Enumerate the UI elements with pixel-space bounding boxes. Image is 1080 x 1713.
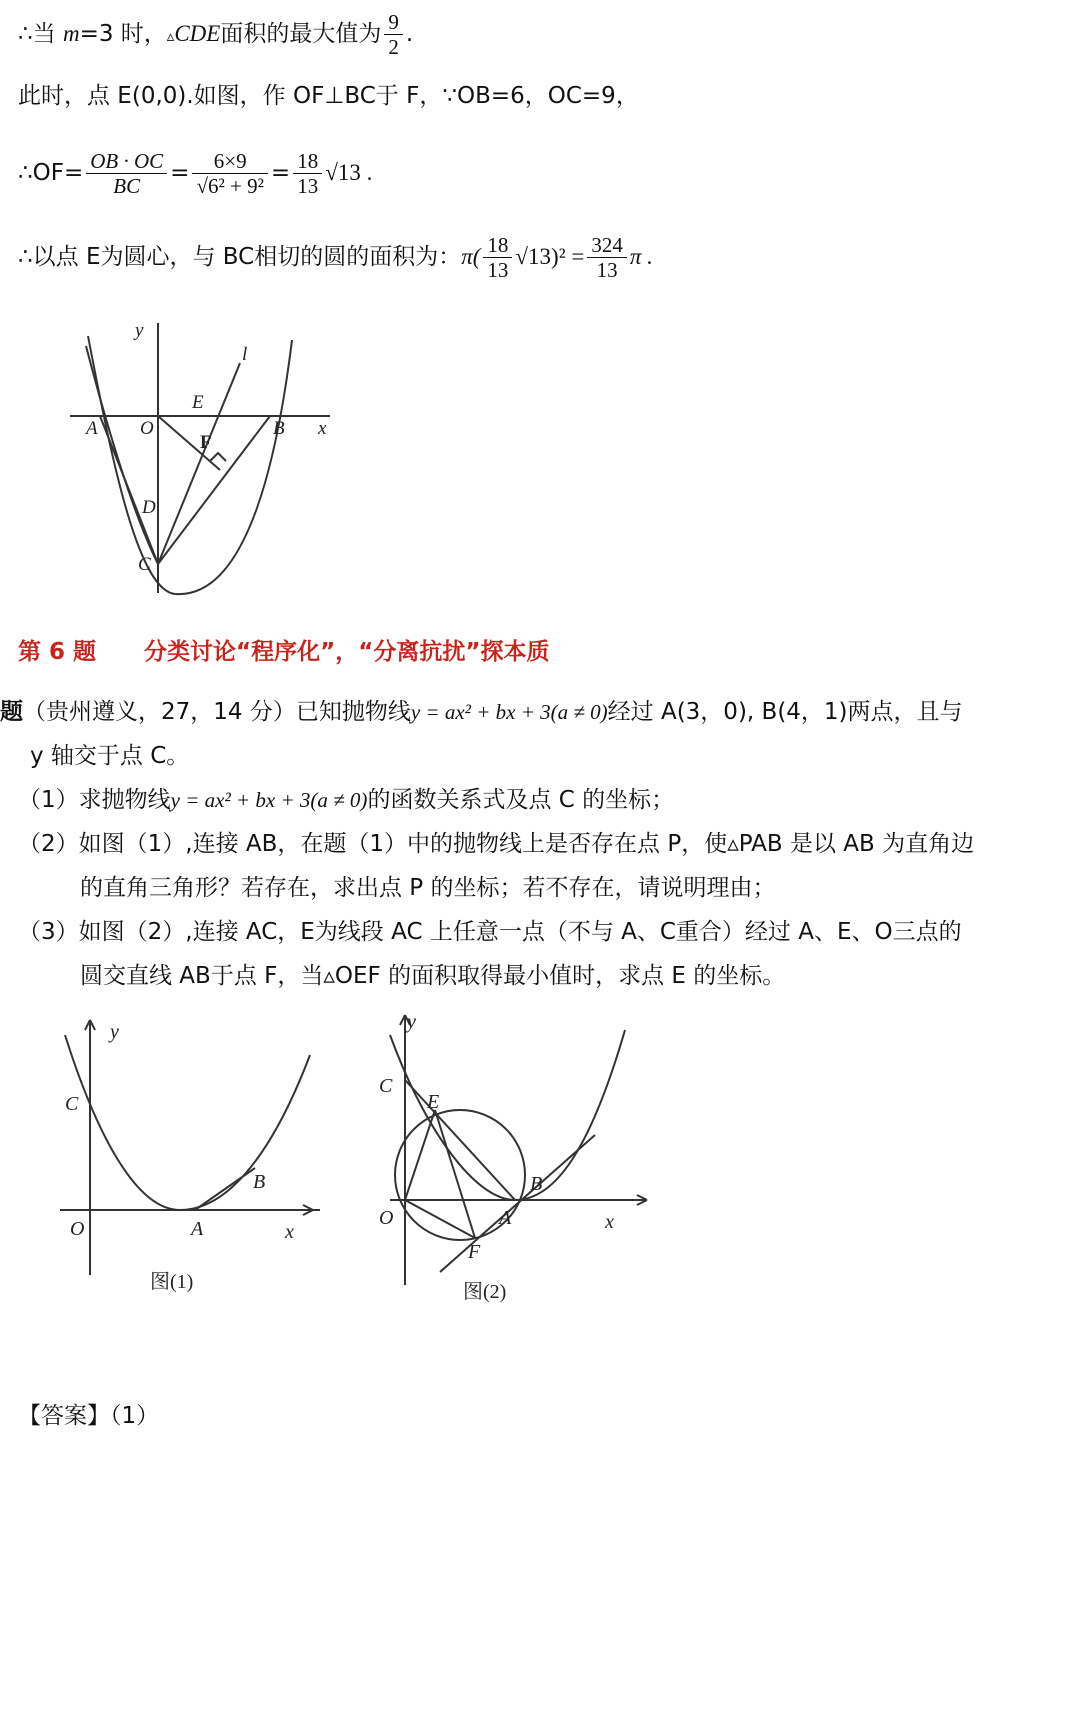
- question-1: [18, 782, 674, 818]
- point-e-text: 此时，点 E(0,0).如图，作 OF⊥BC于 F，∵OB=6，OC=9，: [18, 83, 639, 109]
- label-c: C: [138, 554, 151, 575]
- fraction-numerator: 18: [293, 149, 322, 174]
- equals-sign: =: [170, 160, 190, 186]
- answer-label: 【答案】（1）: [18, 1403, 160, 1429]
- label-f: F: [468, 1241, 481, 1263]
- segment-cb: [158, 416, 270, 564]
- problem-tag: 题: [0, 699, 23, 725]
- fraction-denominator: √6² + 9²: [196, 174, 264, 198]
- fraction-numerator: 9: [384, 10, 403, 35]
- fraction-nine-halves: [384, 10, 403, 59]
- line-max-area: [18, 8, 413, 60]
- line-of-length: [18, 142, 372, 204]
- fraction-324-thirteenths: [587, 233, 627, 282]
- caption-figure-2: 图(2): [463, 1281, 507, 1303]
- figure-top-svg: [60, 318, 350, 600]
- segment-ab: [195, 1168, 255, 1210]
- label-f: F: [200, 432, 212, 453]
- q2-text-2: 的直角三角形？若存在，求出点 P 的坐标；若不存在，请说明理由；: [80, 875, 776, 901]
- max-area-text: 面积的最大值为: [220, 21, 382, 47]
- label-c: C: [379, 1075, 393, 1097]
- q3-text-2: 圆交直线 AB于点 F，当▵OEF 的面积取得最小值时，求点 E 的坐标。: [80, 963, 786, 989]
- q1-text-b: 的函数关系式及点 C 的坐标；: [367, 787, 675, 813]
- label-b: B: [530, 1173, 543, 1195]
- fraction-denominator: 2: [388, 35, 399, 59]
- fraction-denominator: 13: [297, 174, 319, 198]
- answer-line: [18, 1398, 159, 1434]
- label-b: B: [273, 418, 285, 439]
- sqrt-squared: √13)² =: [515, 244, 585, 269]
- label-c: C: [65, 1093, 79, 1115]
- parabola-curve: [65, 1035, 310, 1210]
- line-point-e: [18, 78, 639, 114]
- label-e: E: [427, 1091, 440, 1113]
- question-3-line-1: [18, 914, 962, 950]
- q1-formula: y = ax² + bx + 3(a ≠ 0): [170, 788, 368, 812]
- triangle-symbol: ▵: [166, 27, 175, 45]
- figure-2-svg: [379, 1000, 665, 1320]
- fraction-denominator: 13: [487, 258, 509, 282]
- label-o: O: [379, 1207, 394, 1229]
- sqrt-thirteen: √13 .: [325, 160, 373, 185]
- circle-area-text: ∴以点 E为圆心，与 BC相切的圆的面积为：: [18, 244, 462, 270]
- section-number: 第 6 题: [18, 639, 97, 665]
- label-y: y: [110, 1021, 119, 1043]
- label-e: E: [192, 392, 204, 413]
- label-a: A: [499, 1207, 512, 1229]
- problem-text-c: y 轴交于点 C。: [30, 743, 190, 769]
- label-y: y: [135, 320, 144, 341]
- pi-end: π .: [629, 244, 653, 269]
- label-y: y: [407, 1011, 416, 1033]
- label-a: A: [86, 418, 98, 439]
- label-d: D: [142, 497, 156, 518]
- problem-text-b: 经过 A(3，0), B(4，1)两点，且与: [607, 699, 963, 725]
- question-3-line-2: [80, 958, 785, 994]
- of-prefix: ∴OF=: [18, 160, 84, 186]
- right-angle-mark: [210, 453, 226, 461]
- figure-1-svg: [55, 1010, 335, 1310]
- problem-text-a: （贵州遵义，27，14 分）已知抛物线: [23, 699, 411, 725]
- label-a: A: [191, 1218, 204, 1240]
- fraction-numerator: 18: [483, 233, 512, 258]
- q1-text-a: （1）求抛物线: [18, 787, 171, 813]
- fraction-eighteen-thirteenths: [483, 233, 512, 282]
- label-o: O: [140, 418, 154, 439]
- question-2-line-2: [80, 870, 776, 906]
- figure-2: [379, 1000, 665, 1320]
- problem-line-2: [30, 738, 189, 774]
- fraction-ob-oc-bc: [86, 149, 167, 198]
- fraction-denominator: 13: [596, 258, 618, 282]
- segment-ac: [405, 1080, 515, 1200]
- section-title: 分类讨论“程序化”，“分离抗扰”探本质: [144, 639, 550, 665]
- var-m: m: [62, 21, 80, 46]
- fraction-denominator: BC: [113, 174, 141, 198]
- question-2-line-1: [18, 826, 974, 862]
- label-b: B: [253, 1171, 266, 1193]
- label-o: O: [70, 1218, 85, 1240]
- section-heading: [18, 634, 550, 670]
- fraction-six-nine: [192, 149, 267, 198]
- figure-1: [55, 1010, 335, 1310]
- label-x: x: [318, 418, 327, 439]
- figure-top: [60, 318, 350, 600]
- fraction-numerator: OB · OC: [86, 149, 167, 174]
- fraction-numerator: 6×9: [192, 149, 267, 174]
- line-circle-area: [18, 226, 653, 288]
- q3-text-1: （3）如图（2）,连接 AC，E为线段 AC 上任意一点（不与 A、C重合）经过 A、E、O三点的: [18, 919, 962, 945]
- parabola-curve: [390, 1030, 625, 1200]
- label-x: x: [285, 1221, 294, 1243]
- therefore-when: ∴当: [18, 21, 63, 47]
- eq-three-when: =3 时，: [79, 21, 167, 47]
- label-l: l: [242, 344, 248, 365]
- problem-line-1: [0, 694, 963, 730]
- label-x: x: [605, 1211, 614, 1233]
- q2-text-1: （2）如图（1）,连接 AB，在题（1）中的抛物线上是否存在点 P，使▵PAB 是以 AB 为直角边: [18, 831, 975, 857]
- pi-open: π(: [461, 244, 481, 269]
- parabola-formula: y = ax² + bx + 3(a ≠ 0): [410, 700, 608, 724]
- cde-label: CDE: [174, 21, 221, 46]
- caption-figure-1: 图(1): [150, 1271, 194, 1293]
- equals-sign: =: [270, 160, 291, 186]
- fraction-numerator: 324: [587, 233, 627, 258]
- period: .: [405, 21, 414, 47]
- fraction-eighteen-thirteenths: [293, 149, 322, 198]
